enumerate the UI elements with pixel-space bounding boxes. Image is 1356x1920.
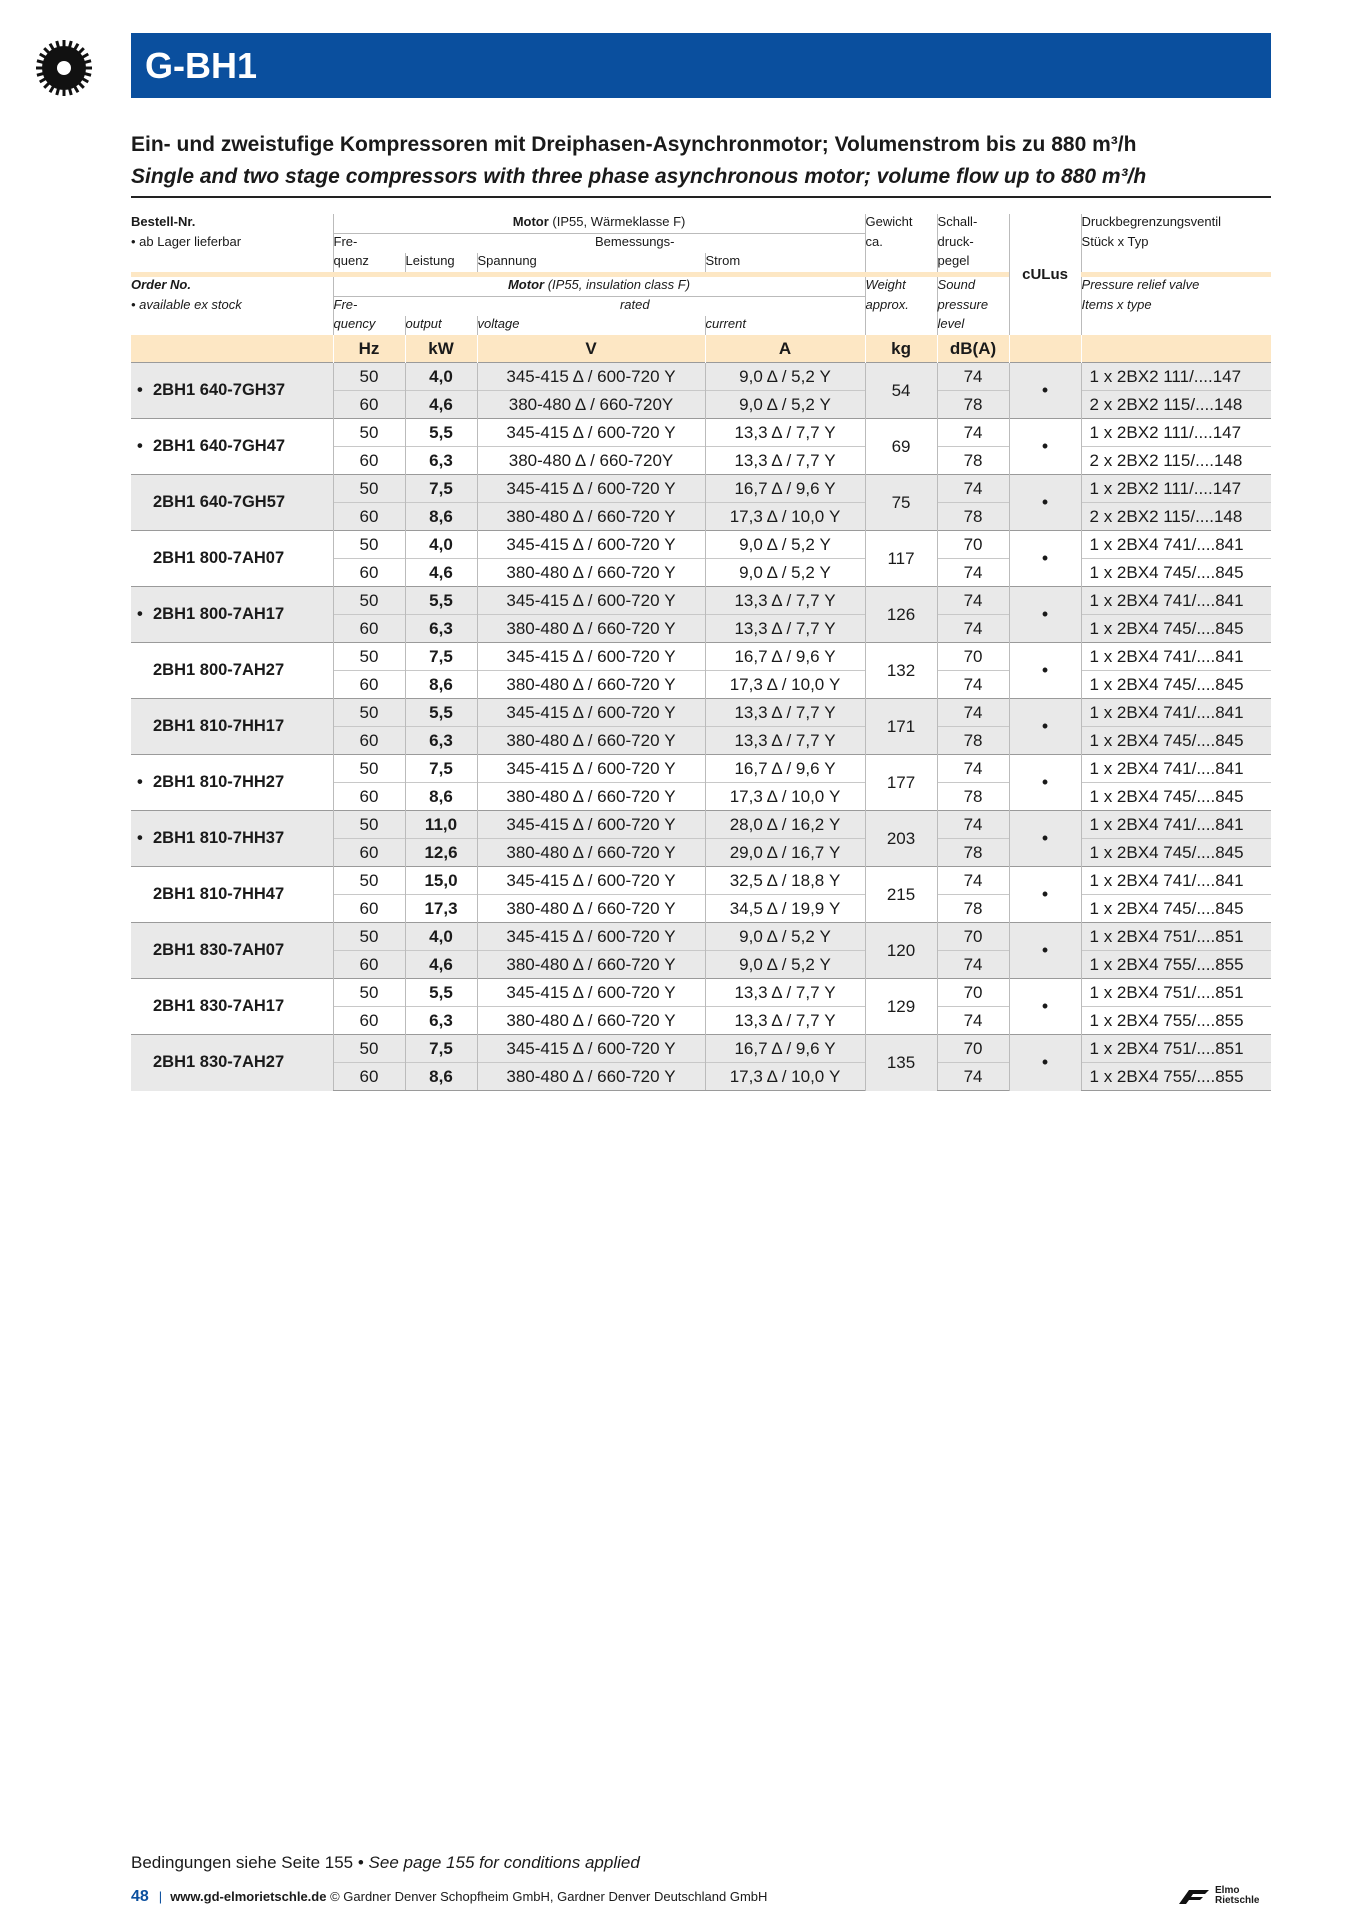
header-weight2-de: ca. xyxy=(865,234,937,254)
heading-divider xyxy=(131,196,1271,198)
unit-v: V xyxy=(477,335,705,363)
cell-v: 345-415 Δ / 600-720 Y xyxy=(477,419,705,447)
specification-table xyxy=(131,214,1271,1091)
cell-v: 345-415 Δ / 600-720 Y xyxy=(477,867,705,895)
header-order-de: Bestell-Nr. xyxy=(131,214,196,229)
cell-a: 13,3 Δ / 7,7 Y xyxy=(705,447,865,475)
cell-hz: 60 xyxy=(333,671,405,699)
cell-kw: 4,0 xyxy=(405,923,477,951)
cell-kw: 15,0 xyxy=(405,867,477,895)
header-freq-de: Fre- xyxy=(333,234,405,254)
stock-bullet: • xyxy=(137,829,143,847)
cell-db: 78 xyxy=(937,503,1009,531)
cell-valve: 1 x 2BX4 741/....841 xyxy=(1081,699,1271,727)
cell-weight: 135 xyxy=(865,1035,937,1091)
page-footer: 48 | www.gd-elmorietschle.de © Gardner Denver Schopfheim GmbH, Gardner Denver Deutschland GmbH xyxy=(131,1888,768,1905)
table-row xyxy=(131,587,1271,615)
cell-valve: 1 x 2BX4 751/....851 xyxy=(1081,1035,1271,1063)
cell-hz: 50 xyxy=(333,587,405,615)
stock-bullet: • xyxy=(137,381,143,399)
header-weight2-en: approx. xyxy=(865,297,937,317)
table-row xyxy=(131,699,1271,727)
cell-a: 17,3 Δ / 10,0 Y xyxy=(705,1063,865,1091)
header-current-en: current xyxy=(705,316,865,335)
cell-db: 74 xyxy=(937,363,1009,391)
order-number: • 2BH1 640-7GH37 xyxy=(131,363,333,419)
cell-kw: 8,6 xyxy=(405,503,477,531)
cert-bullet: • xyxy=(1009,419,1081,475)
cert-bullet: • xyxy=(1009,643,1081,699)
cell-db: 74 xyxy=(937,1007,1009,1035)
cell-db: 70 xyxy=(937,923,1009,951)
cell-valve: 1 x 2BX4 741/....841 xyxy=(1081,587,1271,615)
page-number: 48 xyxy=(131,1888,149,1905)
cell-weight: 54 xyxy=(865,363,937,419)
cell-db: 78 xyxy=(937,839,1009,867)
cell-a: 13,3 Δ / 7,7 Y xyxy=(705,727,865,755)
table-row xyxy=(131,867,1271,895)
unit-kw: kW xyxy=(405,335,477,363)
cell-hz: 60 xyxy=(333,895,405,923)
header-freq2-de: quenz xyxy=(333,253,405,272)
cell-weight: 132 xyxy=(865,643,937,699)
cell-valve: 1 x 2BX4 745/....845 xyxy=(1081,895,1271,923)
cell-valve: 1 x 2BX4 755/....855 xyxy=(1081,1063,1271,1091)
cell-weight: 177 xyxy=(865,755,937,811)
cell-v: 345-415 Δ / 600-720 Y xyxy=(477,755,705,783)
header-stock-en: • available ex stock xyxy=(131,296,242,312)
cell-db: 74 xyxy=(937,951,1009,979)
table-row xyxy=(131,755,1271,783)
order-number: 2BH1 810-7HH47 xyxy=(131,867,333,923)
header-order-en: Order No. xyxy=(131,277,191,292)
model-group xyxy=(131,1035,1271,1091)
cell-a: 13,3 Δ / 7,7 Y xyxy=(705,587,865,615)
cell-valve: 1 x 2BX4 745/....845 xyxy=(1081,727,1271,755)
cell-db: 74 xyxy=(937,615,1009,643)
cert-bullet: • xyxy=(1009,979,1081,1035)
cell-v: 380-480 Δ / 660-720 Y xyxy=(477,895,705,923)
cell-a: 13,3 Δ / 7,7 Y xyxy=(705,699,865,727)
cell-weight: 120 xyxy=(865,923,937,979)
cell-a: 13,3 Δ / 7,7 Y xyxy=(705,615,865,643)
cell-db: 74 xyxy=(937,419,1009,447)
heading-german: Ein- und zweistufige Kompressoren mit Dreiphasen-Asynchronmotor; Volumenstrom bis zu 880 m³/h xyxy=(131,133,1137,156)
cell-a: 9,0 Δ / 5,2 Y xyxy=(705,559,865,587)
header-sound2-de: druck- xyxy=(937,234,1009,254)
cell-hz: 50 xyxy=(333,867,405,895)
cell-weight: 69 xyxy=(865,419,937,475)
unit-hz: Hz xyxy=(333,335,405,363)
cell-v: 380-480 Δ / 660-720 Y xyxy=(477,503,705,531)
cell-db: 74 xyxy=(937,699,1009,727)
cell-valve: 1 x 2BX4 741/....841 xyxy=(1081,811,1271,839)
order-number: 2BH1 830-7AH27 xyxy=(131,1035,333,1091)
cell-hz: 50 xyxy=(333,699,405,727)
cell-kw: 12,6 xyxy=(405,839,477,867)
header-sound-de: Schall- xyxy=(937,214,1009,234)
cell-db: 74 xyxy=(937,475,1009,503)
cell-hz: 50 xyxy=(333,363,405,391)
cell-v: 345-415 Δ / 600-720 Y xyxy=(477,475,705,503)
cell-kw: 7,5 xyxy=(405,755,477,783)
cell-kw: 5,5 xyxy=(405,699,477,727)
cell-a: 17,3 Δ / 10,0 Y xyxy=(705,503,865,531)
header-sound3-en: level xyxy=(937,316,1009,335)
cell-v: 380-480 Δ / 660-720 Y xyxy=(477,671,705,699)
cell-weight: 126 xyxy=(865,587,937,643)
cell-hz: 50 xyxy=(333,811,405,839)
cell-hz: 50 xyxy=(333,923,405,951)
cell-kw: 7,5 xyxy=(405,1035,477,1063)
cell-db: 78 xyxy=(937,447,1009,475)
cell-v: 345-415 Δ / 600-720 Y xyxy=(477,587,705,615)
cell-valve: 2 x 2BX2 115/....148 xyxy=(1081,391,1271,419)
cell-weight: 129 xyxy=(865,979,937,1035)
table-row xyxy=(131,643,1271,671)
table-row xyxy=(131,363,1271,391)
cell-db: 78 xyxy=(937,727,1009,755)
cell-db: 74 xyxy=(937,1063,1009,1091)
model-group xyxy=(131,755,1271,811)
header-motor-de: Motor (IP55, Wärmeklasse F) xyxy=(333,214,865,234)
table-row xyxy=(131,979,1271,1007)
cell-db: 78 xyxy=(937,391,1009,419)
cert-bullet: • xyxy=(1009,867,1081,923)
cell-hz: 50 xyxy=(333,419,405,447)
cell-kw: 11,0 xyxy=(405,811,477,839)
cell-hz: 50 xyxy=(333,979,405,1007)
cell-valve: 1 x 2BX4 751/....851 xyxy=(1081,979,1271,1007)
cell-db: 74 xyxy=(937,755,1009,783)
cell-v: 380-480 Δ / 660-720 Y xyxy=(477,559,705,587)
header-freq-en: Fre- xyxy=(333,297,405,317)
cell-a: 28,0 Δ / 16,2 Y xyxy=(705,811,865,839)
cell-hz: 60 xyxy=(333,1007,405,1035)
cell-a: 9,0 Δ / 5,2 Y xyxy=(705,951,865,979)
header-current-de: Strom xyxy=(705,253,865,272)
header-output-de: Leistung xyxy=(405,253,477,272)
model-group xyxy=(131,643,1271,699)
stock-bullet: • xyxy=(137,605,143,623)
cert-mark: cULus xyxy=(1009,214,1081,335)
cell-a: 13,3 Δ / 7,7 Y xyxy=(705,1007,865,1035)
cell-v: 345-415 Δ / 600-720 Y xyxy=(477,923,705,951)
cell-valve: 1 x 2BX4 745/....845 xyxy=(1081,783,1271,811)
cell-kw: 5,5 xyxy=(405,419,477,447)
cell-db: 74 xyxy=(937,671,1009,699)
cell-a: 29,0 Δ / 16,7 Y xyxy=(705,839,865,867)
order-number: 2BH1 810-7HH17 xyxy=(131,699,333,755)
cell-kw: 7,5 xyxy=(405,643,477,671)
order-number: • 2BH1 640-7GH47 xyxy=(131,419,333,475)
model-group xyxy=(131,811,1271,867)
cell-a: 9,0 Δ / 5,2 Y xyxy=(705,363,865,391)
header-output-en: output xyxy=(405,316,477,335)
cell-kw: 4,6 xyxy=(405,559,477,587)
cell-v: 345-415 Δ / 600-720 Y xyxy=(477,531,705,559)
header-valve-en: Pressure relief valve xyxy=(1081,277,1271,297)
model-group xyxy=(131,699,1271,755)
cell-kw: 6,3 xyxy=(405,727,477,755)
cell-a: 17,3 Δ / 10,0 Y xyxy=(705,783,865,811)
cell-kw: 8,6 xyxy=(405,671,477,699)
cell-hz: 60 xyxy=(333,1063,405,1091)
cell-kw: 6,3 xyxy=(405,615,477,643)
cell-db: 74 xyxy=(937,559,1009,587)
cell-hz: 60 xyxy=(333,839,405,867)
cell-hz: 60 xyxy=(333,559,405,587)
cell-db: 78 xyxy=(937,895,1009,923)
cell-valve: 1 x 2BX4 745/....845 xyxy=(1081,559,1271,587)
cell-a: 16,7 Δ / 9,6 Y xyxy=(705,475,865,503)
header-sound2-en: pressure xyxy=(937,297,1009,317)
cell-a: 16,7 Δ / 9,6 Y xyxy=(705,643,865,671)
heading-english: Single and two stage compressors with three phase asynchronous motor; volume flow up to 880 m³/h xyxy=(131,165,1147,188)
cell-v: 345-415 Δ / 600-720 Y xyxy=(477,811,705,839)
cell-valve: 1 x 2BX4 741/....841 xyxy=(1081,531,1271,559)
cell-v: 345-415 Δ / 600-720 Y xyxy=(477,363,705,391)
cell-v: 380-480 Δ / 660-720Y xyxy=(477,447,705,475)
cell-weight: 75 xyxy=(865,475,937,531)
cell-db: 74 xyxy=(937,867,1009,895)
model-group xyxy=(131,419,1271,475)
cell-db: 74 xyxy=(937,587,1009,615)
cell-a: 9,0 Δ / 5,2 Y xyxy=(705,531,865,559)
cell-valve: 1 x 2BX4 741/....841 xyxy=(1081,867,1271,895)
header-valve-de: Druckbegrenzungsventil xyxy=(1081,214,1271,234)
order-number: 2BH1 640-7GH57 xyxy=(131,475,333,531)
header-voltage-de: Spannung xyxy=(477,253,705,272)
cert-bullet: • xyxy=(1009,923,1081,979)
cell-a: 16,7 Δ / 9,6 Y xyxy=(705,755,865,783)
cert-bullet: • xyxy=(1009,1035,1081,1091)
order-number: • 2BH1 800-7AH17 xyxy=(131,587,333,643)
model-group xyxy=(131,979,1271,1035)
header-weight-de: Gewicht xyxy=(865,214,937,234)
cell-valve: 1 x 2BX4 755/....855 xyxy=(1081,951,1271,979)
cell-a: 34,5 Δ / 19,9 Y xyxy=(705,895,865,923)
cell-hz: 60 xyxy=(333,727,405,755)
cell-kw: 6,3 xyxy=(405,1007,477,1035)
cell-a: 16,7 Δ / 9,6 Y xyxy=(705,1035,865,1063)
cell-hz: 60 xyxy=(333,783,405,811)
cell-hz: 50 xyxy=(333,531,405,559)
model-group xyxy=(131,531,1271,587)
cell-db: 78 xyxy=(937,783,1009,811)
cell-v: 380-480 Δ / 660-720 Y xyxy=(477,783,705,811)
header-rated-de: Bemessungs- xyxy=(595,234,675,249)
cell-valve: 1 x 2BX4 745/....845 xyxy=(1081,671,1271,699)
cell-kw: 8,6 xyxy=(405,1063,477,1091)
model-group xyxy=(131,923,1271,979)
cell-v: 345-415 Δ / 600-720 Y xyxy=(477,979,705,1007)
cell-v: 380-480 Δ / 660-720 Y xyxy=(477,839,705,867)
cell-valve: 1 x 2BX2 111/....147 xyxy=(1081,363,1271,391)
header-sound3-de: pegel xyxy=(937,253,1009,272)
cell-v: 380-480 Δ / 660-720 Y xyxy=(477,727,705,755)
cert-bullet: • xyxy=(1009,475,1081,531)
units-row xyxy=(131,335,1271,363)
cell-hz: 50 xyxy=(333,755,405,783)
cell-v: 380-480 Δ / 660-720 Y xyxy=(477,1063,705,1091)
header-rated-en: rated xyxy=(619,297,650,312)
cert-bullet: • xyxy=(1009,587,1081,643)
header-valve2-de: Stück x Typ xyxy=(1081,234,1271,254)
cell-v: 380-480 Δ / 660-720Y xyxy=(477,391,705,419)
cell-v: 345-415 Δ / 600-720 Y xyxy=(477,1035,705,1063)
table-row xyxy=(131,811,1271,839)
cell-v: 345-415 Δ / 600-720 Y xyxy=(477,699,705,727)
model-group xyxy=(131,363,1271,419)
copyright-text: © Gardner Denver Schopfheim GmbH, Gardner Denver Deutschland GmbH xyxy=(326,1889,768,1904)
cell-a: 32,5 Δ / 18,8 Y xyxy=(705,867,865,895)
cell-hz: 60 xyxy=(333,447,405,475)
model-group xyxy=(131,587,1271,643)
order-number: 2BH1 830-7AH17 xyxy=(131,979,333,1035)
cell-valve: 1 x 2BX4 741/....841 xyxy=(1081,755,1271,783)
brand-mark-icon xyxy=(1175,1886,1211,1908)
order-number: 2BH1 800-7AH07 xyxy=(131,531,333,587)
cell-kw: 8,6 xyxy=(405,783,477,811)
cert-bullet: • xyxy=(1009,699,1081,755)
table-row xyxy=(131,475,1271,503)
cell-db: 70 xyxy=(937,979,1009,1007)
stock-bullet: • xyxy=(137,437,143,455)
cell-kw: 4,6 xyxy=(405,951,477,979)
cell-valve: 2 x 2BX2 115/....148 xyxy=(1081,447,1271,475)
header-sound-en: Sound xyxy=(937,277,1009,297)
cell-hz: 50 xyxy=(333,643,405,671)
cell-a: 13,3 Δ / 7,7 Y xyxy=(705,979,865,1007)
order-number: • 2BH1 810-7HH37 xyxy=(131,811,333,867)
model-group xyxy=(131,867,1271,923)
cell-kw: 5,5 xyxy=(405,587,477,615)
cell-v: 380-480 Δ / 660-720 Y xyxy=(477,615,705,643)
table-row xyxy=(131,1035,1271,1063)
cell-kw: 6,3 xyxy=(405,447,477,475)
cell-valve: 1 x 2BX4 745/....845 xyxy=(1081,839,1271,867)
table-row xyxy=(131,419,1271,447)
cell-a: 17,3 Δ / 10,0 Y xyxy=(705,671,865,699)
table-row xyxy=(131,923,1271,951)
cell-weight: 171 xyxy=(865,699,937,755)
stock-bullet: • xyxy=(137,773,143,791)
cell-valve: 2 x 2BX2 115/....148 xyxy=(1081,503,1271,531)
cell-weight: 117 xyxy=(865,531,937,587)
header-freq2-en: quency xyxy=(333,316,405,335)
cell-kw: 4,0 xyxy=(405,363,477,391)
cell-db: 70 xyxy=(937,1035,1009,1063)
order-number: 2BH1 800-7AH27 xyxy=(131,643,333,699)
company-logo-icon xyxy=(34,38,94,98)
website-link[interactable]: www.gd-elmorietschle.de xyxy=(170,1889,327,1904)
cert-bullet: • xyxy=(1009,755,1081,811)
cell-a: 9,0 Δ / 5,2 Y xyxy=(705,391,865,419)
cell-hz: 60 xyxy=(333,951,405,979)
cell-valve: 1 x 2BX4 745/....845 xyxy=(1081,615,1271,643)
header-weight-en: Weight xyxy=(865,277,937,297)
cell-valve: 1 x 2BX4 751/....851 xyxy=(1081,923,1271,951)
cell-weight: 203 xyxy=(865,811,937,867)
cell-db: 74 xyxy=(937,811,1009,839)
unit-a: A xyxy=(705,335,865,363)
cell-v: 380-480 Δ / 660-720 Y xyxy=(477,951,705,979)
table-row xyxy=(131,531,1271,559)
cell-hz: 50 xyxy=(333,475,405,503)
cell-kw: 7,5 xyxy=(405,475,477,503)
cell-hz: 60 xyxy=(333,503,405,531)
conditions-note: Bedingungen siehe Seite 155 • See page 155 for conditions applied xyxy=(131,1853,640,1872)
model-group xyxy=(131,475,1271,531)
cell-v: 345-415 Δ / 600-720 Y xyxy=(477,643,705,671)
order-number: 2BH1 830-7AH07 xyxy=(131,923,333,979)
header-voltage-en: voltage xyxy=(477,316,705,335)
cell-kw: 4,0 xyxy=(405,531,477,559)
header-motor-en: Motor (IP55, insulation class F) xyxy=(333,277,865,297)
cell-valve: 1 x 2BX2 111/....147 xyxy=(1081,475,1271,503)
cell-valve: 1 x 2BX2 111/....147 xyxy=(1081,419,1271,447)
cell-hz: 60 xyxy=(333,615,405,643)
unit-db: dB(A) xyxy=(937,335,1009,363)
cell-a: 9,0 Δ / 5,2 Y xyxy=(705,923,865,951)
cell-valve: 1 x 2BX4 741/....841 xyxy=(1081,643,1271,671)
cert-bullet: • xyxy=(1009,811,1081,867)
cell-weight: 215 xyxy=(865,867,937,923)
cell-hz: 50 xyxy=(333,1035,405,1063)
cell-v: 380-480 Δ / 660-720 Y xyxy=(477,1007,705,1035)
unit-kg: kg xyxy=(865,335,937,363)
cell-kw: 4,6 xyxy=(405,391,477,419)
cell-kw: 17,3 xyxy=(405,895,477,923)
cell-hz: 60 xyxy=(333,391,405,419)
cell-valve: 1 x 2BX4 755/....855 xyxy=(1081,1007,1271,1035)
cell-db: 70 xyxy=(937,643,1009,671)
cert-bullet: • xyxy=(1009,531,1081,587)
cell-db: 70 xyxy=(937,531,1009,559)
cell-a: 13,3 Δ / 7,7 Y xyxy=(705,419,865,447)
brand-logo: Elmo Rietschle xyxy=(1175,1886,1271,1908)
order-number: • 2BH1 810-7HH27 xyxy=(131,755,333,811)
cell-kw: 5,5 xyxy=(405,979,477,1007)
cert-bullet: • xyxy=(1009,363,1081,419)
page-title: G-BH1 xyxy=(131,33,1271,98)
header-valve2-en: Items x type xyxy=(1081,297,1271,317)
header-stock-de: • ab Lager lieferbar xyxy=(131,233,242,249)
